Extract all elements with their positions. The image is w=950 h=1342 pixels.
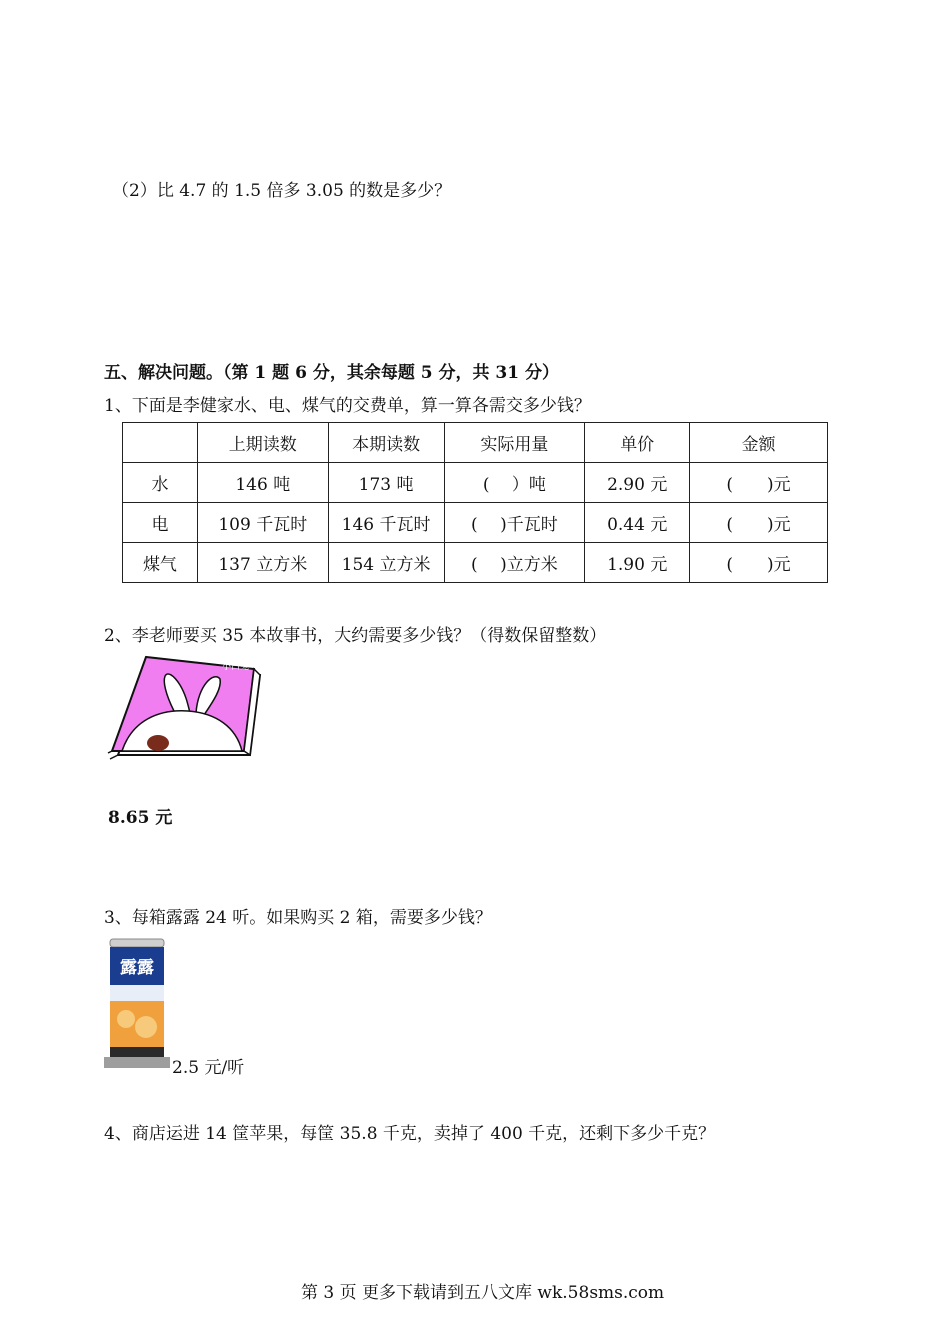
table-cell: 146 吨 [197, 463, 328, 503]
page-footer: 第 3 页 更多下载请到五八文库 wk.58sms.com [301, 1283, 665, 1303]
table-cell: 水 [123, 463, 198, 503]
book-cover-title: 小白兔 [222, 662, 250, 672]
drink-can-image [104, 937, 170, 1068]
table-cell: 1.90 元 [585, 543, 690, 583]
table-cell: ( )元 [690, 543, 828, 583]
table-row [123, 543, 828, 583]
table-cell: ( )立方米 [444, 543, 585, 583]
fee-table [122, 422, 828, 583]
sub-question-2: （2）比 4.7 的 1.5 倍多 3.05 的数是多少？ [112, 181, 452, 201]
table-cell: 146 千瓦时 [328, 503, 444, 543]
table-row [123, 503, 828, 543]
table-cell: 109 千瓦时 [197, 503, 328, 543]
table-cell: ( ）吨 [444, 463, 585, 503]
drink-can-icon [104, 937, 170, 1068]
table-cell: 0.44 元 [585, 503, 690, 543]
table-cell: 电 [123, 503, 198, 543]
book-price: 8.65 元 [108, 808, 173, 828]
table-header-cell: 本期读数 [328, 423, 444, 463]
table-row [123, 463, 828, 503]
table-cell: ( )千瓦时 [444, 503, 585, 543]
table-header-row [123, 423, 828, 463]
table-header-cell: 实际用量 [444, 423, 585, 463]
can-brand: 露露 [120, 958, 154, 978]
problem-4-text: 4、商店运进 14 筐苹果，每筐 35.8 千克，卖掉了 400 千克，还剩下多少千克？ [104, 1124, 716, 1144]
table-header-cell: 金额 [690, 423, 828, 463]
table-cell: ( )元 [690, 463, 828, 503]
table-cell: 154 立方米 [328, 543, 444, 583]
problem-2-text: 2、李老师要买 35 本故事书，大约需要多少钱？（得数保留整数） [104, 626, 607, 646]
problem-3-text: 3、每箱露露 24 听。如果购买 2 箱，需要多少钱？ [104, 908, 492, 928]
table-header-cell: 上期读数 [197, 423, 328, 463]
table-cell: 煤气 [123, 543, 198, 583]
table-header-cell [123, 423, 198, 463]
table-cell: ( )元 [690, 503, 828, 543]
can-price: 2.5 元/听 [172, 1058, 245, 1078]
storybook-image [104, 655, 264, 770]
table-cell: 173 吨 [328, 463, 444, 503]
storybook-icon [104, 655, 264, 770]
table-header-cell: 单价 [585, 423, 690, 463]
table-cell: 137 立方米 [197, 543, 328, 583]
section-heading: 五、解决问题。（第 1 题 6 分，其余每题 5 分，共 31 分） [104, 363, 559, 383]
problem-1-text: 1、下面是李健家水、电、煤气的交费单，算一算各需交多少钱？ [104, 396, 591, 416]
table-cell: 2.90 元 [585, 463, 690, 503]
